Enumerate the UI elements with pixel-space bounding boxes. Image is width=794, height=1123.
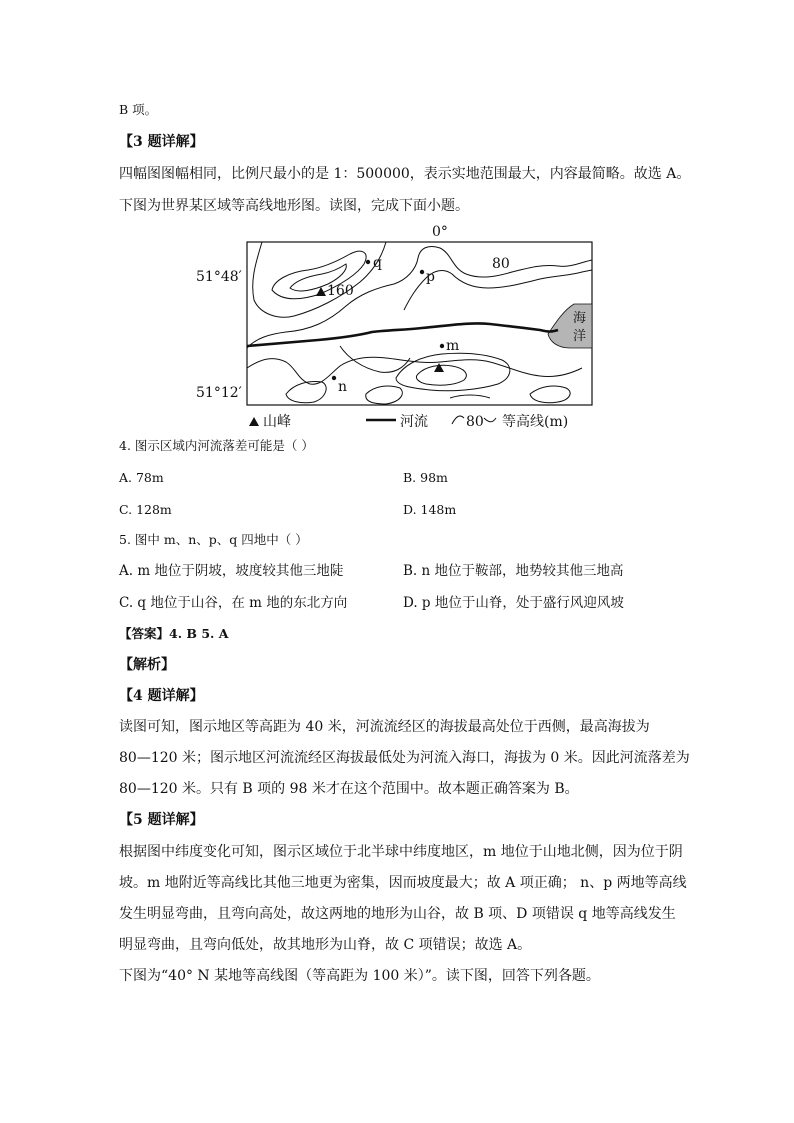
- q4-option-a: A. 78m: [119, 470, 164, 485]
- analysis-heading: 【解析】: [119, 657, 175, 673]
- section-heading: 【3 题详解】: [119, 134, 204, 150]
- q5-option-a: A. m 地位于阴坡，坡度较其他三地陡: [119, 563, 344, 579]
- point-n-marker: [332, 376, 336, 380]
- peak-160-label: 160: [327, 283, 354, 299]
- text-line: 明显弯曲，且弯向低处，故其地形为山脊，故 C 项错误；故选 A。: [119, 937, 532, 953]
- point-n-label: n: [338, 379, 348, 395]
- text-line: 读图可知，图示地区等高距为 40 米，河流流经区的海拔最高处位于西侧，最高海拔为: [119, 719, 650, 735]
- point-q-label: q: [373, 255, 382, 271]
- sea-label-1: 海: [573, 311, 587, 326]
- legend-contour-value: 80: [466, 414, 484, 430]
- contour-lines: [247, 242, 592, 404]
- text-line: 发生明显弯曲，且弯向高处，故这两地的地形为山谷，故 B 项、D 项错误 q 地等高线发生: [119, 906, 676, 922]
- point-m-marker: [440, 344, 444, 348]
- text-line: 80—120 米；图示地区河流流经区海拔最低处为河流入海口，海拔为 0 米。因此河流落差为: [119, 750, 690, 766]
- point-m-label: m: [446, 338, 460, 354]
- latitude-top-label: 51°48′: [196, 269, 242, 285]
- q4-option-d: D. 148m: [403, 502, 457, 517]
- legend-contour-label: 等高线(m): [502, 414, 569, 430]
- point-p-marker: [420, 270, 424, 274]
- text-line: 80—120 米。只有 B 项的 98 米才在这个范围中。故本题正确答案为 B。: [119, 781, 579, 797]
- question-4-stem: 4. 图示区域内河流落差可能是（ ）: [119, 438, 314, 453]
- legend-peak-icon: [249, 417, 259, 426]
- legend-contour-line: [484, 418, 496, 422]
- answer-line: 【答案】4. B 5. A: [119, 626, 229, 641]
- latitude-bottom-label: 51°12′: [196, 385, 242, 401]
- legend-contour-line: [452, 416, 464, 424]
- longitude-label: 0°: [432, 224, 448, 240]
- contour-80-label: 80: [492, 256, 510, 272]
- question-5-stem: 5. 图中 m、n、p、q 四地中（ ）: [119, 532, 308, 547]
- text-line: 根据图中纬度变化可知，图示区域位于北半球中纬度地区，m 地位于山地北侧，因为位于阴: [119, 844, 683, 860]
- q4-option-b: B. 98m: [403, 470, 448, 485]
- text-line: 坡。m 地附近等高线比其他三地更为密集，因而坡度最大；故 A 项正确； n、p 两地等高线: [119, 875, 687, 891]
- text-line: B 项。: [119, 102, 158, 117]
- q4-option-c: C. 128m: [119, 502, 172, 517]
- section-heading: 【4 题详解】: [119, 688, 204, 704]
- q5-option-c: C. q 地位于山谷，在 m 地的东北方向: [119, 595, 348, 611]
- point-q-marker: [366, 260, 370, 264]
- peak-icon: [434, 363, 444, 372]
- river-line: [247, 323, 558, 346]
- q5-option-d: D. p 地位于山脊，处于盛行风迎风坡: [403, 595, 624, 611]
- point-p-label: p: [426, 269, 435, 285]
- section-heading: 【5 题详解】: [119, 812, 204, 828]
- sea-label-2: 洋: [573, 329, 587, 344]
- text-line: 四幅图图幅相同，比例尺最小的是 1：500000，表示实地范围最大，内容最简略。故选 A。: [119, 166, 691, 182]
- q5-option-b: B. n 地位于鞍部，地势较其他三地高: [403, 563, 624, 579]
- contour-map: [190, 218, 610, 430]
- text-line: 下图为世界某区域等高线地形图。读图，完成下面小题。: [119, 198, 469, 214]
- legend-river-label: 河流: [400, 414, 428, 430]
- legend-peak-label: 山峰: [263, 414, 291, 430]
- text-line: 下图为“40° N 某地等高线图（等高距为 100 米）”。读下图，回答下列各题。: [119, 968, 600, 984]
